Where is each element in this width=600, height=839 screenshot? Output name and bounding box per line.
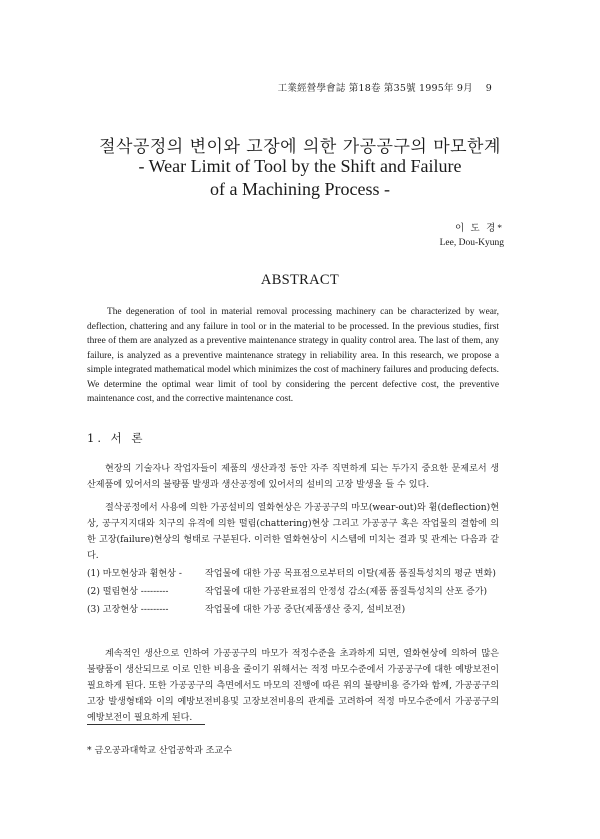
- list-desc: 작업물에 대한 가공 목표점으로부터의 이탈(제품 품질특성치의 평균 변화): [205, 569, 496, 579]
- english-title-line2: of a Machining Process -: [210, 179, 390, 199]
- list-term: (2) 떨림현상 ---------: [87, 587, 169, 597]
- page-number: 9: [485, 83, 492, 94]
- korean-title: 절삭공정의 변이와 고장에 의한 가공공구의 마모한계: [99, 137, 501, 157]
- section-body: [87, 461, 499, 571]
- paragraph-2: 절삭공정에서 사용에 의한 가공설비의 열화현상은 가공공구의 마모(wear-out)와 휨(deflection)현상, 공구지지대와 치구의 유격에 의한 떨림(chattering)현상 그리고 가공공구 혹은 작업물의 결함에 의한 고장(failure)현상의 형태로 구분된다. 이러한 열화현상이 시스템에 미치는 결과 및 관계는 다음과 같다.: [87, 503, 499, 561]
- list-item: [87, 584, 499, 600]
- english-title: [0, 155, 600, 201]
- paragraph-1: 현장의 기술자나 작업자들이 제품의 생산과정 동안 자주 직면하게 되는 두가지 중요한 문제로서 생산제품에 있어서의 불량품 발생과 생산공정에 있어서의 설비의 고장 발생을 들 수 있다.: [87, 464, 499, 490]
- abstract-text: The degeneration of tool in material removal processing machinery can be characterized by wear, deflection, chattering and any failure in tool or in the material to be processed. In the previous studies, first three of them are analyzed as a preventive maintenance strategy in quality control area. The last of them, any failure, is analyzed as a preventive maintenance strategy in reliability area. In this research, we propose a simple integrated mathematical model which minimizes the cost of machinery failures and producing defects. We determine the optimal wear limit of tool by considering the percent defective cost, the preventive maintenance cost, and the corrective maintenance cost.: [87, 307, 499, 404]
- abstract-body: [87, 305, 499, 407]
- journal-info: 工業經營學會誌 第18卷 第35號 1995年 9月: [277, 83, 473, 94]
- author-english: Lee, Dou-Kyung: [439, 238, 504, 248]
- section-heading: 1. 서 론: [87, 431, 146, 445]
- english-title-line1: - Wear Limit of Tool by the Shift and Failure: [138, 156, 462, 176]
- list-item: [87, 566, 499, 582]
- paragraph-3: 계속적인 생산으로 인하여 가공공구의 마모가 적정수준을 초과하게 되면, 열화현상에 의하여 많은 불량품이 생산되므로 이로 인한 비용을 줄이기 위해서는 적정 마모수준에서 가공공구에 대한 예방보전이 필요하게 된다. 또한 가공공구의 측면에서도 마모의 진행에 따른 위의 불량비용 증가와 함께, 가공공구의 고장 발생형태와 이의 예방보전비용및 고장보전비용의 관계를 고려하여 적정 마모수준에서 가공공구의 예방보전이 필요하게 된다.: [87, 649, 499, 723]
- phenomena-list: [87, 566, 499, 620]
- footnote: * 금오공과대학교 산업공학과 조교수: [87, 746, 232, 756]
- list-desc: 작업물에 대한 가공 중단(제품생산 중지, 설비보전): [205, 605, 406, 615]
- author-block: [440, 222, 504, 250]
- list-item: [87, 602, 499, 618]
- section-body-continued: [87, 646, 499, 726]
- abstract-heading: ABSTRACT: [260, 272, 340, 288]
- author-korean: 이 도 경*: [454, 224, 504, 234]
- list-term: (3) 고장현상 ---------: [87, 605, 169, 615]
- footnote-divider: [87, 724, 205, 725]
- list-desc: 작업물에 대한 가공완료점의 안정성 감소(제품 품질특성치의 산포 증가): [205, 587, 488, 597]
- list-term: (1) 마모현상과 휨현상 -: [87, 569, 182, 579]
- journal-header: [278, 80, 492, 94]
